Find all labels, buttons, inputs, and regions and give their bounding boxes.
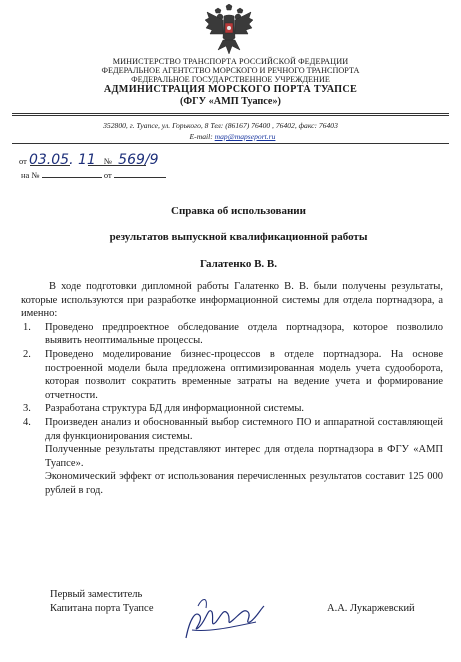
date-underline (30, 165, 70, 166)
number-underline (88, 165, 146, 166)
list-item (21, 402, 443, 416)
organization-short-name: (ФГУ «АМП Туапсе») (180, 96, 281, 107)
list-item-number: 1. (23, 321, 31, 333)
economic-effect-paragraph: Экономический эффект от использования перечисленных результатов составит 125 000 рублей в год. (45, 471, 443, 496)
institution-type: ФЕДЕРАЛЬНОЕ ГОСУДАРСТВЕННОЕ УЧРЕЖДЕНИЕ (131, 75, 330, 84)
signatory-position-line2: Капитана порта Туапсе (50, 603, 154, 614)
coat-of-arms-emblem (204, 4, 254, 56)
document-subtitle: результатов выпускной квалификационной работы (109, 231, 368, 243)
address-divider (12, 143, 449, 144)
email-line (2, 132, 461, 141)
ministry-name: МИНИСТЕРСТВО ТРАНСПОРТА РОССИЙСКОЙ ФЕДЕРАЦИИ (112, 57, 349, 66)
email-link[interactable]: map@mapseport.ru (214, 132, 276, 141)
handwritten-signature (178, 588, 268, 648)
intro-paragraph: В ходе подготовки дипломной работы Галатенко В. В. были получены результаты, которые используются при разработке информационной системы для отдела портнадзора, а именно: (21, 281, 443, 320)
reference-line (21, 169, 166, 180)
document-number: 569/9 (118, 152, 159, 168)
list-item-number: 2. (23, 348, 31, 360)
header-divider-top (12, 113, 449, 114)
list-item (21, 321, 443, 348)
document-title: Справка об использовании (171, 205, 306, 217)
list-item (21, 348, 443, 402)
reference-number-blank (42, 169, 102, 178)
list-item (21, 416, 443, 443)
list-item-text: Проведено предпроектное обследование отдела портнадзора, которое позволило выявить неоптимальные процессы. (45, 321, 443, 347)
signatory-position-line1: Первый заместитель (50, 589, 143, 600)
from-label: от (19, 156, 27, 166)
email-label: E-mail: (189, 132, 213, 141)
header-divider-bottom (12, 115, 449, 116)
address-line: 352800, г. Туапсе, ул. Горького, 8 Тел: (86167) 76400 , 76402, факс: 76403 (103, 121, 338, 130)
interest-paragraph: Полученные результаты представляют интерес для отдела портнадзора в ФГУ «АМП Туапсе». (45, 444, 443, 469)
results-list (21, 321, 443, 443)
list-item-text: Разработана структура БД для информационной системы. (45, 403, 305, 415)
agency-name: ФЕДЕРАЛЬНОЕ АГЕНТСТВО МОРСКОГО И РЕЧНОГО ТРАНСПОРТА (101, 66, 360, 75)
list-item-text: Произведен анализ и обоснованный выбор системного ПО и аппаратной составляющей для функционирования системы. (45, 416, 443, 442)
list-item-number: 3. (23, 403, 31, 415)
number-label: № (103, 156, 113, 166)
signatory-name: А.А. Лукаржевский (327, 603, 415, 614)
document-date: 03.05. 11 (28, 152, 96, 168)
document-body (21, 280, 443, 498)
list-item-text: Проведено моделирование бизнес-процессов в отделе портнадзора. На основе построенной модели была предложена оптимизированная модель учета судооборота, которая позволит сократить временные затраты на ведение учета и формирование отчетности. (45, 348, 443, 401)
reference-number-label: на № (21, 170, 40, 180)
reference-date-label: от (103, 170, 112, 180)
list-item-number: 4. (23, 416, 31, 428)
student-name: Галатенко В. В. (199, 258, 277, 270)
reference-date-blank (114, 169, 166, 178)
organization-name: АДМИНИСТРАЦИЯ МОРСКОГО ПОРТА ТУАПСЕ (103, 84, 358, 95)
